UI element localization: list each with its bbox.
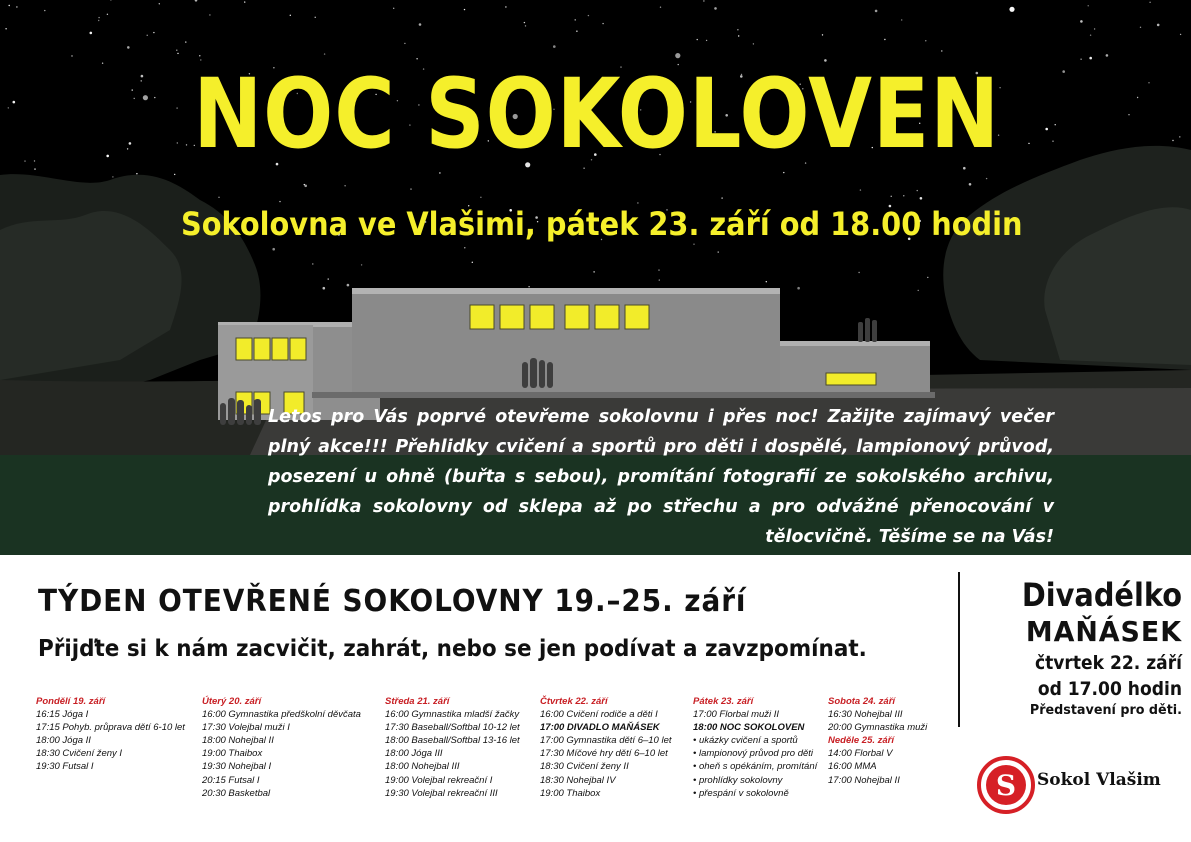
schedule-item: 17:00 DIVADLO MAŇÁSEK — [540, 722, 660, 734]
star — [969, 183, 972, 186]
star — [1009, 7, 1014, 12]
star — [753, 43, 754, 44]
schedule-item: 16:30 Nohejbal III — [828, 709, 903, 721]
star — [393, 8, 394, 9]
star — [34, 168, 35, 169]
schedule-item: 17:15 Pohyb. průprava dětí 6-10 let — [36, 722, 185, 734]
schedule-item: 17:30 Volejbal muži I — [202, 722, 290, 734]
star — [718, 251, 719, 252]
schedule-item: 20:00 Gymnastika muži — [828, 722, 928, 734]
schedule-day-column — [202, 695, 361, 800]
star — [480, 197, 481, 198]
schedule-item: 18:00 Jóga III — [385, 748, 443, 760]
star — [1106, 54, 1109, 57]
schedule-item: 19:30 Volejbal rekreační III — [385, 787, 498, 799]
star — [177, 53, 178, 54]
schedule-item: • oheň s opékáním, promítání — [693, 761, 818, 773]
schedule-item: 18:00 Nohejbal II — [202, 735, 274, 747]
star — [721, 197, 722, 198]
star — [159, 3, 160, 4]
star — [658, 269, 659, 270]
star — [697, 39, 698, 40]
star — [1080, 20, 1083, 23]
schedule-item: 17:00 Gymnastika dětí 6–10 let — [540, 735, 672, 747]
star — [290, 15, 291, 16]
star — [575, 19, 576, 20]
schedule-day-name: Čtvrtek 22. září — [540, 696, 608, 707]
star — [147, 35, 148, 36]
star — [858, 272, 859, 273]
star — [344, 185, 345, 186]
week-title: TÝDEN OTEVŘENÉ SOKOLOVNY 19.–25. září — [38, 584, 747, 619]
star — [153, 32, 154, 33]
star — [660, 7, 661, 8]
star — [703, 0, 704, 1]
star — [44, 10, 45, 11]
schedule-day-column — [385, 695, 520, 800]
star — [1088, 5, 1089, 6]
schedule-item: 18:30 Cvičení ženy I — [36, 748, 123, 760]
star — [766, 281, 767, 282]
schedule-item: 19:30 Nohejbal I — [202, 761, 272, 773]
schedule-day-column — [540, 695, 672, 800]
schedule-item: 19:30 Futsal I — [36, 761, 94, 773]
star — [199, 55, 200, 56]
schedule-item: 16:00 Gymnastika předškolní děvčata — [202, 709, 361, 721]
star — [71, 55, 72, 56]
star — [588, 15, 589, 16]
star — [98, 20, 99, 21]
star — [112, 176, 113, 177]
star — [1140, 27, 1141, 28]
star — [1172, 140, 1173, 141]
star — [107, 14, 108, 15]
star — [323, 287, 326, 290]
star — [209, 14, 210, 15]
star — [98, 17, 99, 18]
star — [901, 19, 902, 20]
star — [783, 172, 784, 173]
star — [1157, 24, 1160, 27]
star — [472, 262, 473, 263]
schedule-item: 17:30 Míčové hry dětí 6–10 let — [540, 748, 668, 760]
schedule-item: 19:00 Thaibox — [202, 748, 263, 760]
schedule-day-name: Pondělí 19. září — [36, 696, 106, 707]
schedule-item: • lampionový průvod pro děti — [693, 748, 814, 760]
star — [1179, 136, 1180, 137]
star — [637, 202, 638, 203]
star — [875, 10, 878, 13]
star — [13, 101, 16, 104]
schedule-item: 18:30 Nohejbal IV — [540, 774, 616, 786]
star — [195, 0, 198, 2]
star — [706, 40, 707, 41]
star — [9, 5, 10, 6]
schedule-item: 20:15 Futsal I — [202, 774, 260, 786]
schedule-item: 18:30 Cvičení ženy II — [540, 761, 629, 773]
star — [528, 286, 529, 287]
star — [347, 284, 350, 287]
star — [903, 195, 904, 196]
star — [884, 39, 885, 40]
star — [1128, 114, 1129, 115]
theater-line-3: čtvrtek 22. září — [1034, 652, 1182, 674]
star — [176, 50, 177, 51]
star — [986, 178, 987, 179]
star — [218, 197, 219, 198]
star — [127, 46, 130, 49]
star — [8, 107, 9, 108]
star — [659, 279, 660, 280]
star — [602, 23, 603, 24]
schedule-item: 17:00 Nohejbal II — [828, 774, 900, 786]
schedule-item: 16:00 MMA — [828, 761, 877, 773]
star — [404, 43, 405, 44]
schedule-day-column — [828, 695, 927, 787]
star — [272, 248, 275, 251]
schedule-day-name: Úterý 20. září — [202, 696, 262, 707]
star — [312, 263, 313, 264]
star — [328, 278, 329, 279]
poster-title: NOC SOKOLOVEN — [193, 58, 1001, 170]
schedule-item: • prohlídky sokolovny — [693, 774, 783, 786]
schedule-item: 18:00 Nohejbal III — [385, 761, 460, 773]
star — [16, 6, 17, 7]
star — [464, 247, 465, 248]
schedule-day-name: Neděle 25. září — [828, 735, 895, 747]
star — [1180, 34, 1181, 35]
star — [927, 277, 928, 278]
schedule-item: 20:30 Basketbal — [202, 787, 271, 799]
schedule-item: 16:00 Gymnastika mladší žačky — [385, 709, 520, 721]
star — [693, 244, 694, 245]
star — [738, 35, 739, 36]
star — [185, 41, 186, 42]
star — [714, 7, 717, 10]
schedule-day-name: Sobota 24. září — [828, 696, 896, 707]
star — [5, 28, 6, 29]
star — [737, 29, 738, 30]
logo-text: Sokol Vlašim — [1037, 770, 1161, 790]
poster-subtitle: Sokolovna ve Vlašimi, pátek 23. září od 18.00 hodin — [180, 205, 1023, 243]
schedule-item: 18:00 Jóga II — [36, 735, 91, 747]
star — [505, 6, 506, 7]
theater-announcement — [972, 576, 1182, 720]
star — [1148, 82, 1149, 83]
theater-line-2: MAŇÁSEK — [1025, 615, 1182, 648]
star — [553, 45, 556, 48]
star — [891, 196, 892, 197]
schedule-day-column — [36, 695, 185, 774]
star — [918, 290, 919, 291]
schedule-item: 17:00 Florbal muži II — [693, 709, 780, 721]
star — [24, 160, 25, 161]
star — [244, 1, 245, 2]
star — [439, 172, 440, 173]
theater-line-1: Divadélko — [1021, 576, 1182, 614]
star — [279, 201, 280, 202]
star — [34, 160, 35, 161]
schedule-item: 18:00 Baseball/Softbal 13-16 let — [385, 735, 520, 747]
theater-line-5: Představení pro děti. — [1029, 703, 1182, 718]
star — [136, 173, 137, 174]
schedule-item: 17:30 Baseball/Softbal 10-12 let — [385, 722, 520, 734]
schedule-item: 19:00 Volejbal rekreační I — [385, 774, 493, 786]
star — [917, 190, 918, 191]
star — [464, 9, 465, 10]
schedule-item: • ukázky cvičení a sportů — [693, 735, 798, 747]
schedule-item: 19:00 Thaibox — [540, 787, 601, 799]
star — [941, 50, 942, 51]
star — [410, 188, 411, 189]
star — [920, 197, 923, 200]
star — [361, 264, 362, 265]
star — [524, 22, 525, 23]
star — [419, 23, 422, 26]
star — [110, 0, 111, 1]
schedule-day-name: Středa 21. září — [385, 696, 450, 707]
star — [925, 40, 926, 41]
star — [797, 287, 800, 290]
star — [315, 17, 316, 18]
star — [525, 25, 526, 26]
schedule-day-name: Pátek 23. září — [693, 696, 754, 707]
star — [174, 174, 175, 175]
theater-line-4: od 17.00 hodin — [1037, 678, 1182, 700]
star — [1094, 28, 1095, 29]
vertical-divider — [958, 572, 960, 727]
poster-intro: Letos pro Vás poprvé otevřeme sokolovnu i přes noc! Zažijte zajímavý večer plný akce!!! Přehlidky cvičení a sportů pro děti i dospělé, lampionový průvod, posezení u ohně (buřta s sebou), promítání fotografií ze sokolského archivu, prohlídka sokolovny od sklepa až po střechu a pro odvážné přenocování v tělocvičně. Těšíme se na Vás! — [268, 407, 1054, 547]
schedule-item: 16:00 Cvičení rodiče a děti I — [540, 709, 658, 721]
star — [304, 185, 307, 188]
star — [593, 271, 594, 272]
star — [1149, 2, 1150, 3]
star — [90, 32, 93, 35]
star — [576, 31, 577, 32]
schedule-item: 16:15 Jóga I — [36, 709, 89, 721]
star — [860, 189, 861, 190]
schedule-day-column — [693, 695, 817, 800]
week-subtitle: Přijďte si k nám zacvičit, zahrát, nebo se jen podívat a zavzpomínat. — [38, 636, 867, 662]
star — [324, 53, 325, 54]
schedule-item: 14:00 Florbal V — [828, 748, 893, 760]
svg-text:S: S — [995, 769, 1017, 802]
schedule-item: 18:00 NOC SOKOLOVEN — [693, 722, 805, 734]
star — [1137, 97, 1138, 98]
schedule-item: • přespání v sokolovně — [693, 787, 789, 799]
star — [822, 34, 823, 35]
star — [1090, 35, 1091, 36]
